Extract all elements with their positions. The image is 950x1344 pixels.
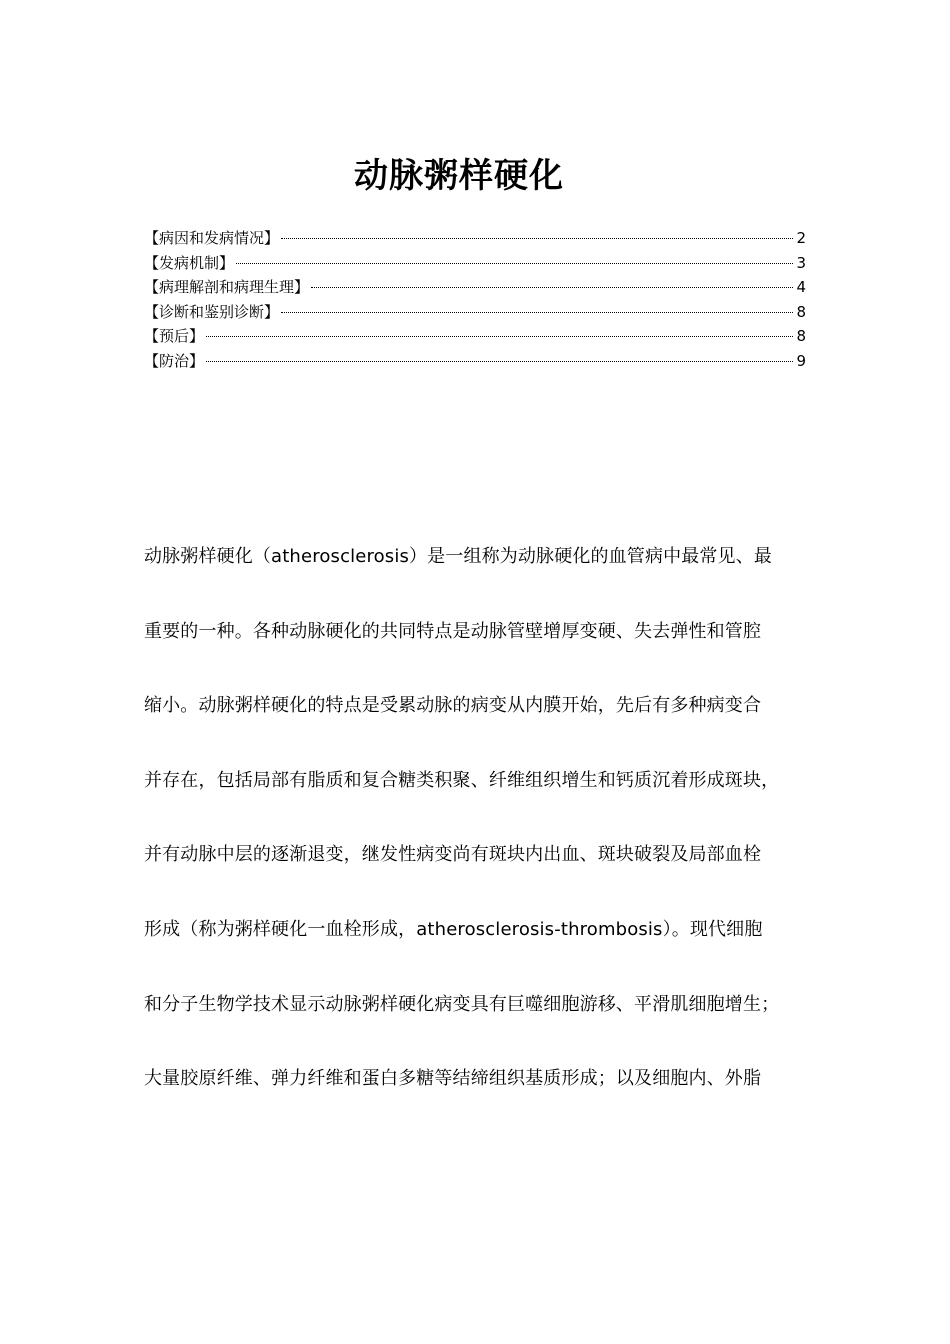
paragraph-line: 重要的一种。各种动脉硬化的共同特点是动脉管壁增厚变硬、失去弹性和管腔 (144, 620, 762, 642)
toc-page-number: 8 (796, 327, 806, 346)
paragraph-line: 并有动脉中层的逐渐退变，继发性病变尚有斑块内出血、斑块破裂及局部血栓 (144, 844, 762, 866)
toc-dot-leader (236, 263, 793, 264)
toc-entry-label: 【诊断和鉴别诊断】 (144, 302, 280, 321)
toc-page-number: 9 (796, 351, 806, 370)
toc-entry-prevention[interactable] (144, 349, 806, 374)
paragraph-line: 形成（称为粥样硬化一血栓形成，atherosclerosis-thrombosis）。现代细胞 (144, 918, 763, 940)
body-paragraph (144, 536, 812, 1133)
table-of-contents (144, 226, 806, 374)
toc-page-number: 8 (796, 302, 806, 321)
paragraph-line: 和分子生物学技术显示动脉粥样硬化病变具有巨噬细胞游移、平滑肌细胞增生； (144, 993, 780, 1015)
toc-entry-label: 【预后】 (144, 327, 205, 346)
toc-dot-leader (206, 361, 793, 362)
toc-page-number: 4 (796, 278, 806, 297)
paragraph-line: 大量胶原纤维、弹力纤维和蛋白多糖等结缔组织基质形成；以及细胞内、外脂 (144, 1068, 762, 1090)
paragraph-line: 动脉粥样硬化（atherosclerosis）是一组称为动脉硬化的血管病中最常见、最 (144, 546, 773, 567)
toc-dot-leader (281, 312, 793, 313)
toc-dot-leader (311, 287, 793, 288)
paragraph-line: 并存在，包括局部有脂质和复合糖类积聚、纤维组织增生和钙质沉着形成斑块， (144, 769, 780, 791)
toc-entry-label: 【病理解剖和病理生理】 (144, 278, 310, 297)
paragraph-line: 缩小。动脉粥样硬化的特点是受累动脉的病变从内膜开始，先后有多种病变合 (144, 695, 762, 717)
toc-page-number: 3 (796, 253, 806, 272)
toc-entry-pathology[interactable] (144, 275, 806, 300)
toc-entry-etiology[interactable] (144, 226, 806, 251)
toc-entry-diagnosis[interactable] (144, 300, 806, 325)
toc-entry-pathogenesis[interactable] (144, 251, 806, 276)
toc-entry-label: 【病因和发病情况】 (144, 229, 280, 247)
toc-page-number: 2 (796, 229, 806, 247)
toc-entry-prognosis[interactable] (144, 324, 806, 349)
toc-entry-label: 【防治】 (144, 351, 205, 370)
document-title: 动脉粥样硬化 (354, 156, 564, 196)
toc-dot-leader (281, 238, 793, 239)
toc-entry-label: 【发病机制】 (144, 253, 235, 272)
toc-dot-leader (206, 336, 793, 337)
